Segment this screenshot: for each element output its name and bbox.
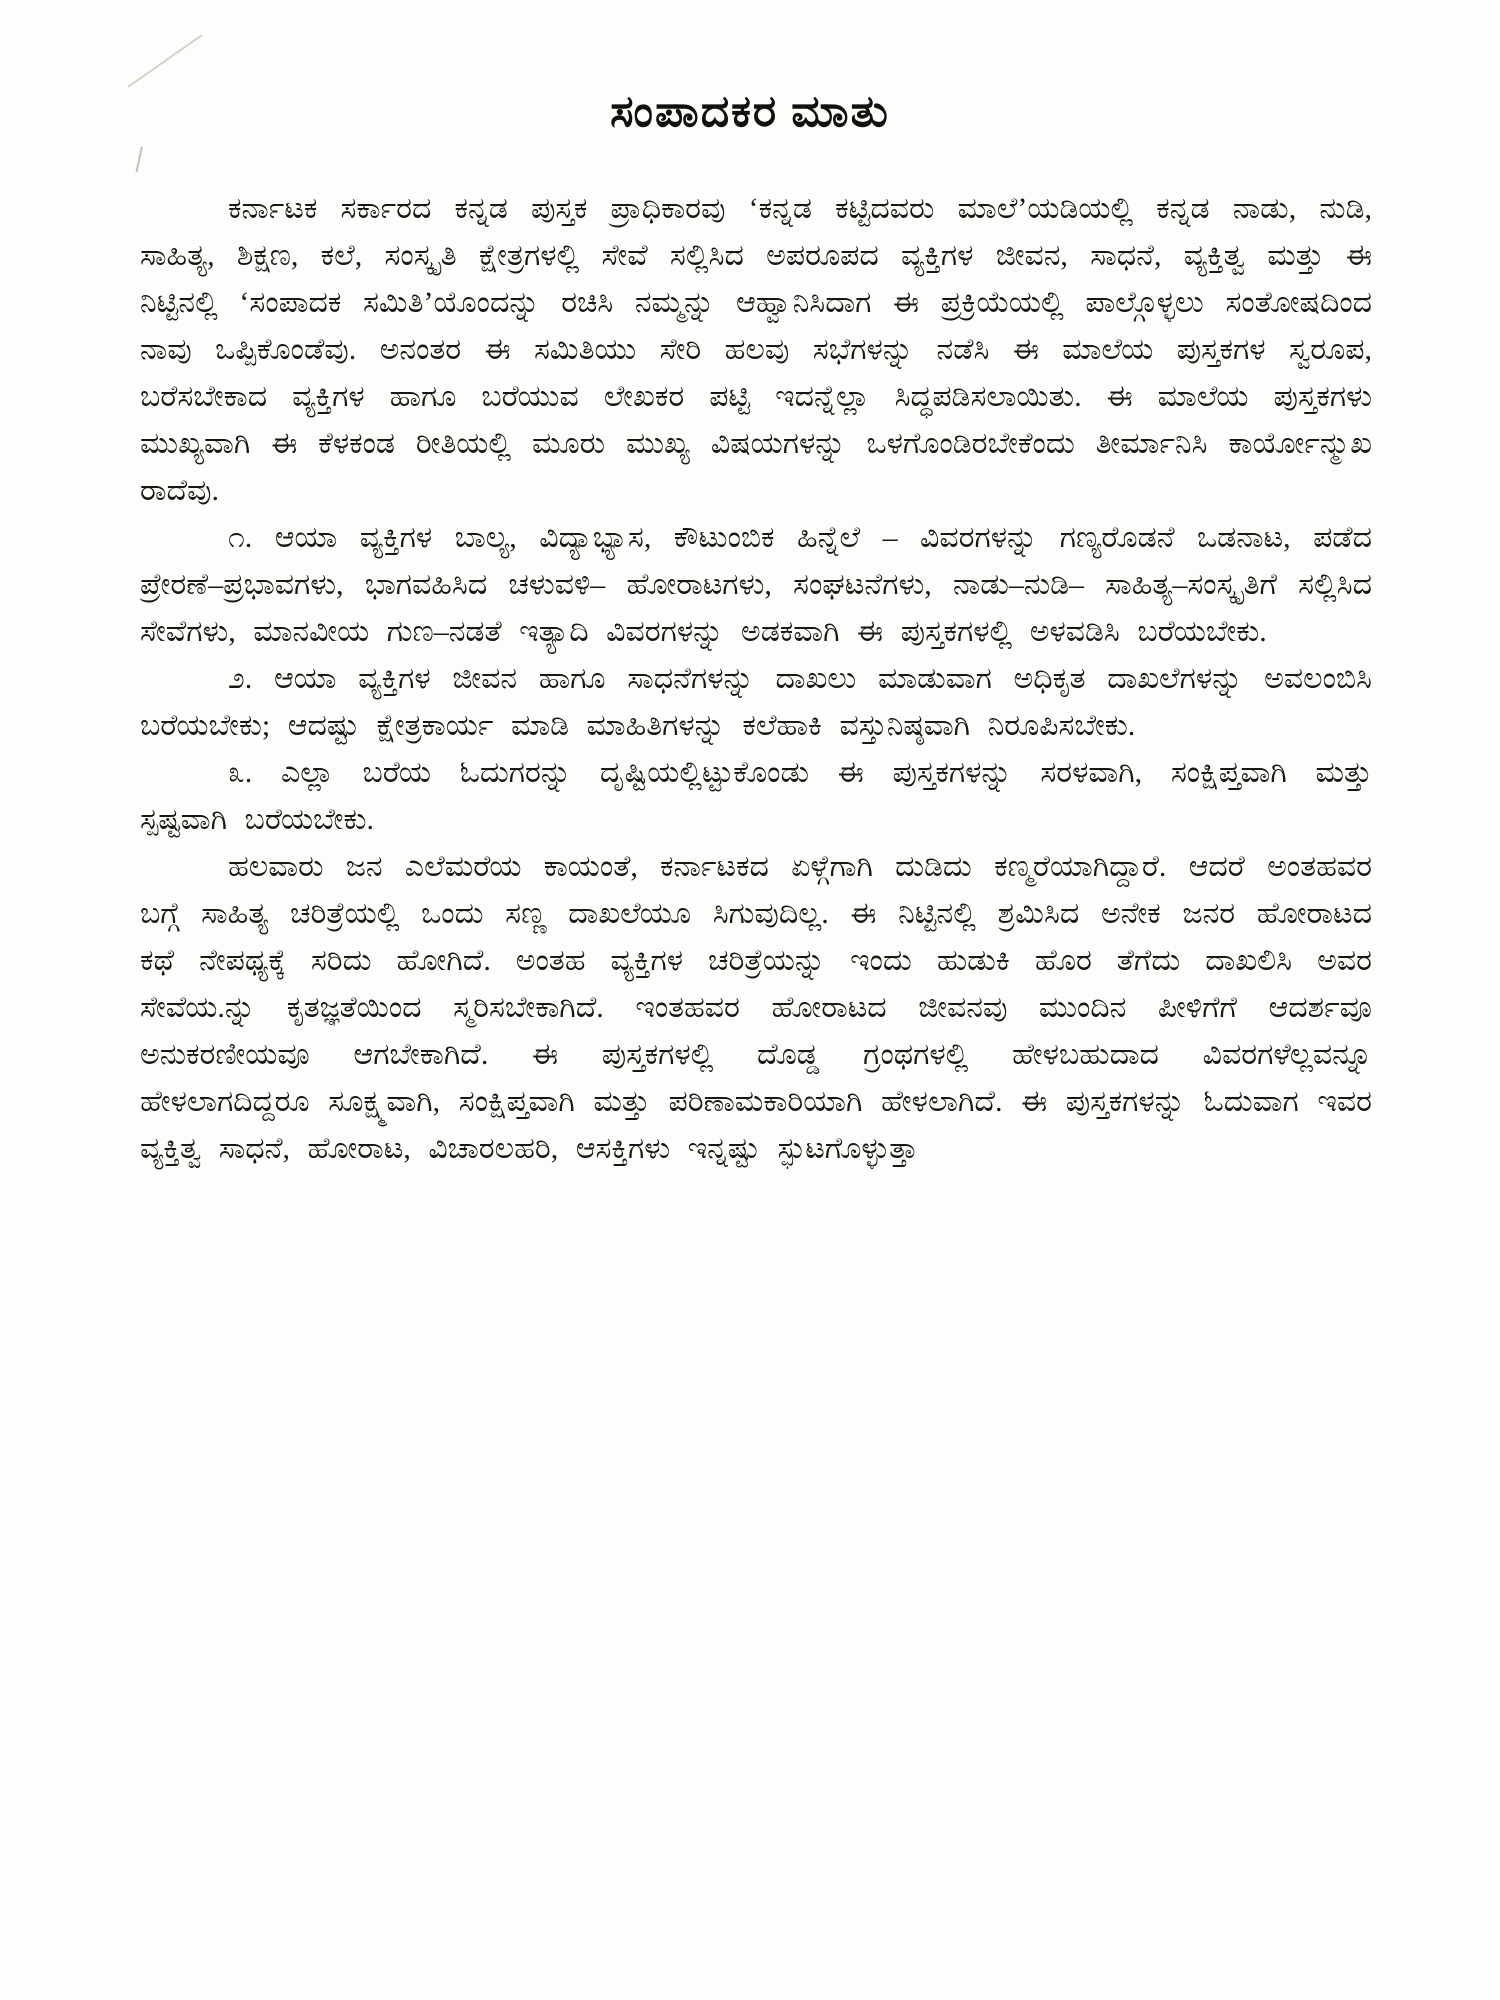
- paragraph-point-3: ೩. ಎಲ್ಲಾ ಬರೆಯ ಓದುಗರನ್ನು ದೃಷ್ಟಿಯಲ್ಲಿಟ್ಟುಕೊಂಡು ಈ ಪುಸ್ತಕಗಳನ್ನು ಸರಳವಾಗಿ, ಸಂಕ್ಷಿಪ್ತವಾಗಿ ಮತ್ತು ಸ್ಪಷ್ಟವಾಗಿ ಬರೆಯಬೇಕು.: [140, 756, 1372, 836]
- scan-artifact-fold-mark: [135, 147, 156, 176]
- paragraph-point-2: ೨. ಆಯಾ ವ್ಯಕ್ತಿಗಳ ಜೀವನ ಹಾಗೂ ಸಾಧನೆಗಳನ್ನು ದಾಖಲು ಮಾಡುವಾಗ ಅಧಿಕೃತ ದಾಖಲೆಗಳನ್ನು ಅವಲಂಬಿಸಿ ಬರೆಯಬೇಕು; ಆದಷ್ಟು ಕ್ಷೇತ್ರಕಾರ್ಯ ಮಾಡಿ ಮಾಹಿತಿಗಳನ್ನು ಕಲೆಹಾಕಿ ವಸ್ತುನಿಷ್ಠವಾಗಿ ನಿರೂಪಿಸಬೇಕು.: [140, 662, 1372, 742]
- document-body: [140, 185, 1372, 1172]
- paragraph-intro: ಕರ್ನಾಟಕ ಸರ್ಕಾರದ ಕನ್ನಡ ಪುಸ್ತಕ ಪ್ರಾಧಿಕಾರವು ‘ಕನ್ನಡ ಕಟ್ಟಿದವರು ಮಾಲೆ’ಯಡಿಯಲ್ಲಿ ಕನ್ನಡ ನಾಡು, ನುಡಿ, ಸಾಹಿತ್ಯ, ಶಿಕ್ಷಣ, ಕಲೆ, ಸಂಸ್ಕೃತಿ ಕ್ಷೇತ್ರಗಳಲ್ಲಿ ಸೇವೆ ಸಲ್ಲಿಸಿದ ಅಪರೂಪದ ವ್ಯಕ್ತಿಗಳ ಜೀವನ, ಸಾಧನೆ, ವ್ಯಕ್ತಿತ್ವ ಮತ್ತು ಈ ನಿಟ್ಟಿನಲ್ಲಿ ‘ಸಂಪಾದಕ ಸಮಿತಿ’ಯೊಂದನ್ನು ರಚಿಸಿ ನಮ್ಮನ್ನು ಆಹ್ವಾನಿಸಿದಾಗ ಈ ಪ್ರಕ್ರಿಯೆಯಲ್ಲಿ ಪಾಲ್ಗೊಳ್ಳಲು ಸಂತೋಷದಿಂದ ನಾವು ಒಪ್ಪಿಕೊಂಡೆವು. ಅನಂತರ ಈ ಸಮಿತಿಯು ಸೇರಿ ಹಲವು ಸಭೆಗಳನ್ನು ನಡೆಸಿ ಈ ಮಾಲೆಯ ಪುಸ್ತಕಗಳ ಸ್ವರೂಪ, ಬರೆಸಬೇಕಾದ ವ್ಯಕ್ತಿಗಳ ಹಾಗೂ ಬರೆಯುವ ಲೇಖಕರ ಪಟ್ಟಿ ಇದನ್ನೆಲ್ಲಾ ಸಿದ್ಧಪಡಿಸಲಾಯಿತು. ಈ ಮಾಲೆಯ ಪುಸ್ತಕಗಳು ಮುಖ್ಯವಾಗಿ ಈ ಕೆಳಕಂಡ ರೀತಿಯಲ್ಲಿ ಮೂರು ಮುಖ್ಯ ವಿಷಯಗಳನ್ನು ಒಳಗೊಂಡಿರಬೇಕೆಂದು ತೀರ್ಮಾನಿಸಿ ಕಾರ್ಯೋನ್ಮುಖ ರಾದೆವು.: [140, 192, 1372, 507]
- paragraph-closing: ಹಲವಾರು ಜನ ಎಲೆಮರೆಯ ಕಾಯಂತೆ, ಕರ್ನಾಟಕದ ಏಳ್ಗೆಗಾಗಿ ದುಡಿದು ಕಣ್ಮರೆಯಾಗಿದ್ದಾರೆ. ಆದರೆ ಅಂತಹವರ ಬಗ್ಗೆ ಸಾಹಿತ್ಯ ಚರಿತ್ರೆಯಲ್ಲಿ ಒಂದು ಸಣ್ಣ ದಾಖಲೆಯೂ ಸಿಗುವುದಿಲ್ಲ. ಈ ನಿಟ್ಟಿನಲ್ಲಿ ಶ್ರಮಿಸಿದ ಅನೇಕ ಜನರ ಹೋರಾಟದ ಕಥೆ ನೇಪಥ್ಯಕ್ಕೆ ಸರಿದು ಹೋಗಿದೆ. ಅಂತಹ ವ್ಯಕ್ತಿಗಳ ಚರಿತ್ರೆಯನ್ನು ಇಂದು ಹುಡುಕಿ ಹೊರ ತೆಗೆದು ದಾಖಲಿಸಿ ಅವರ ಸೇವೆಯ.ನ್ನು ಕೃತಜ್ಞತೆಯಿಂದ ಸ್ಮರಿಸಬೇಕಾಗಿದೆ. ಇಂತಹವರ ಹೋರಾಟದ ಜೀವನವು ಮುಂದಿನ ಪೀಳಿಗೆಗೆ ಆದರ್ಶವೂ ಅನುಕರಣೀಯವೂ ಆಗಬೇಕಾಗಿದೆ. ಈ ಪುಸ್ತಕಗಳಲ್ಲಿ ದೊಡ್ಡ ಗ್ರಂಥಗಳಲ್ಲಿ ಹೇಳಬಹುದಾದ ವಿವರಗಳೆಲ್ಲವನ್ನೂ ಹೇಳಲಾಗದಿದ್ದರೂ ಸೂಕ್ಷ್ಮವಾಗಿ, ಸಂಕ್ಷಿಪ್ತವಾಗಿ ಮತ್ತು ಪರಿಣಾಮಕಾರಿಯಾಗಿ ಹೇಳಲಾಗಿದೆ. ಈ ಪುಸ್ತಕಗಳನ್ನು ಓದುವಾಗ ಇವರ ವ್ಯಕ್ತಿತ್ವ ಸಾಧನೆ, ಹೋರಾಟ, ವಿಚಾರಲಹರಿ, ಆಸಕ್ತಿಗಳು ಇನ್ನಷ್ಟು ಸ್ಫುಟಗೊಳ್ಳುತ್ತಾ: [140, 850, 1372, 1165]
- page-title: ಸಂಪಾದಕರ ಮಾತು: [610, 87, 890, 136]
- paragraph-point-1: ೧. ಆಯಾ ವ್ಯಕ್ತಿಗಳ ಬಾಲ್ಯ, ವಿದ್ಯಾಭ್ಯಾಸ, ಕೌಟುಂಬಿಕ ಹಿನ್ನೆಲೆ – ವಿವರಗಳನ್ನು ಗಣ್ಯರೊಡನೆ ಒಡನಾಟ, ಪಡೆದ ಪ್ರೇರಣೆ–ಪ್ರಭಾವಗಳು, ಭಾಗವಹಿಸಿದ ಚಳುವಳಿ– ಹೋರಾಟಗಳು, ಸಂಘಟನೆಗಳು, ನಾಡು–ನುಡಿ– ಸಾಹಿತ್ಯ–ಸಂಸ್ಕೃತಿಗೆ ಸಲ್ಲಿಸಿದ ಸೇವೆಗಳು, ಮಾನವೀಯ ಗುಣ–ನಡತೆ ಇತ್ಯಾದಿ ವಿವರಗಳನ್ನು ಅಡಕವಾಗಿ ಈ ಪುಸ್ತಕಗಳಲ್ಲಿ ಅಳವಡಿಸಿ ಬರೆಯಬೇಕು.: [140, 521, 1372, 648]
